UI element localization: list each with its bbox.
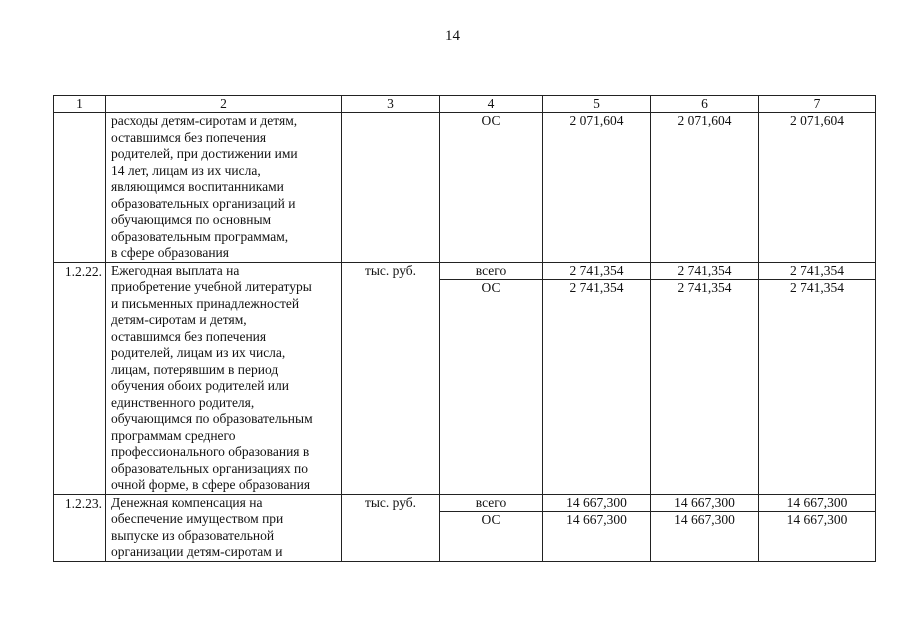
value-col5-cell	[543, 113, 651, 263]
header-cell: 6	[651, 96, 759, 113]
description-line: обучения обоих родителей или	[111, 378, 289, 393]
funding-source-cell	[440, 113, 543, 263]
description-line: обучающимся по образовательным	[111, 411, 313, 426]
value-col5: 2 741,354	[569, 279, 624, 295]
description-line: и письменных принадлежностей	[111, 295, 300, 311]
value-col6: 2 741,354	[651, 263, 758, 280]
value-col5-cell	[543, 262, 651, 494]
description-line: выпуске из образовательной	[111, 527, 275, 543]
description-line: 14 лет, лицам из их числа,	[111, 162, 261, 178]
funding-source: всего	[440, 263, 542, 280]
description-line: программам среднего	[111, 427, 236, 443]
value-col5: 2 741,354	[543, 263, 650, 280]
header-cell: 5	[543, 96, 651, 113]
value-col7: 2 741,354	[759, 263, 875, 280]
header-cell: 2	[106, 96, 342, 113]
header-cell: 4	[440, 96, 543, 113]
value-col5: 14 667,300	[566, 511, 627, 527]
budget-table	[53, 95, 876, 562]
row-unit: тыс. руб.	[342, 494, 440, 561]
description-line: расходы детям-сиротам и детям,	[111, 113, 298, 128]
page-number: 14	[445, 28, 460, 44]
description-line: Денежная компенсация на	[111, 494, 263, 510]
description-line: в сфере образования	[111, 245, 229, 260]
funding-source: ОС	[481, 511, 501, 527]
value-col7: 14 667,300	[786, 511, 848, 527]
description-line: родителей, при достижении ими	[111, 146, 298, 161]
row-description	[106, 262, 342, 494]
row-unit: тыс. руб.	[342, 262, 440, 494]
description-line: оставшимся без попечения	[111, 328, 267, 344]
description-line: профессионального образования в	[111, 444, 310, 459]
value-col6-cell	[651, 494, 759, 561]
value-col7-cell	[759, 262, 876, 494]
row-description	[106, 494, 342, 561]
row-number: 1.2.22.	[54, 262, 106, 494]
description-line: обучающимся по основным	[111, 212, 272, 227]
value-col6-cell	[651, 113, 759, 263]
value-col6: 2 071,604	[677, 113, 732, 128]
value-col5: 14 667,300	[543, 495, 650, 512]
description-line: лицам, потерявшим в период	[111, 361, 279, 377]
value-col7: 14 667,300	[759, 495, 875, 512]
description-line: детям-сиротам и детям,	[111, 312, 247, 327]
funding-source: ОС	[481, 279, 501, 295]
description-line: очной форме, в сфере образования	[111, 477, 311, 492]
row-number: 1.2.23.	[54, 494, 106, 561]
description-line: образовательных организациях по	[111, 460, 308, 476]
value-col6: 14 667,300	[674, 511, 735, 527]
table-row	[54, 113, 876, 263]
description-line: организации детям-сиротам и	[111, 544, 283, 559]
row-unit	[342, 113, 440, 263]
description-line: Ежегодная выплата на	[111, 262, 240, 278]
header-cell: 1	[54, 96, 106, 113]
value-col6-cell	[651, 262, 759, 494]
table-row	[54, 262, 876, 494]
header-cell: 3	[342, 96, 440, 113]
description-line: обеспечение имуществом при	[111, 511, 284, 526]
value-col7-cell	[759, 494, 876, 561]
description-line: родителей, лицам из их числа,	[111, 345, 286, 360]
value-col7: 2 071,604	[790, 113, 844, 128]
description-line: приобретение учебной литературы	[111, 279, 312, 294]
description-line: образовательных организаций и	[111, 195, 296, 211]
funding-source-cell	[440, 494, 543, 561]
value-col5: 2 071,604	[569, 113, 624, 128]
description-line: единственного родителя,	[111, 394, 255, 410]
description-line: являющимся воспитанниками	[111, 179, 284, 194]
row-number	[54, 113, 106, 263]
value-col5-cell	[543, 494, 651, 561]
funding-source-cell	[440, 262, 543, 494]
funding-source: всего	[440, 495, 542, 512]
row-description	[106, 113, 342, 263]
value-col7-cell	[759, 113, 876, 263]
value-col7: 2 741,354	[790, 279, 844, 295]
table-row	[54, 494, 876, 561]
header-cell: 7	[759, 96, 876, 113]
funding-source: ОС	[481, 113, 501, 128]
value-col6: 14 667,300	[651, 495, 758, 512]
description-line: образовательным программам,	[111, 228, 289, 244]
description-line: оставшимся без попечения	[111, 129, 267, 145]
value-col6: 2 741,354	[677, 279, 732, 295]
table-header-row	[54, 96, 876, 113]
